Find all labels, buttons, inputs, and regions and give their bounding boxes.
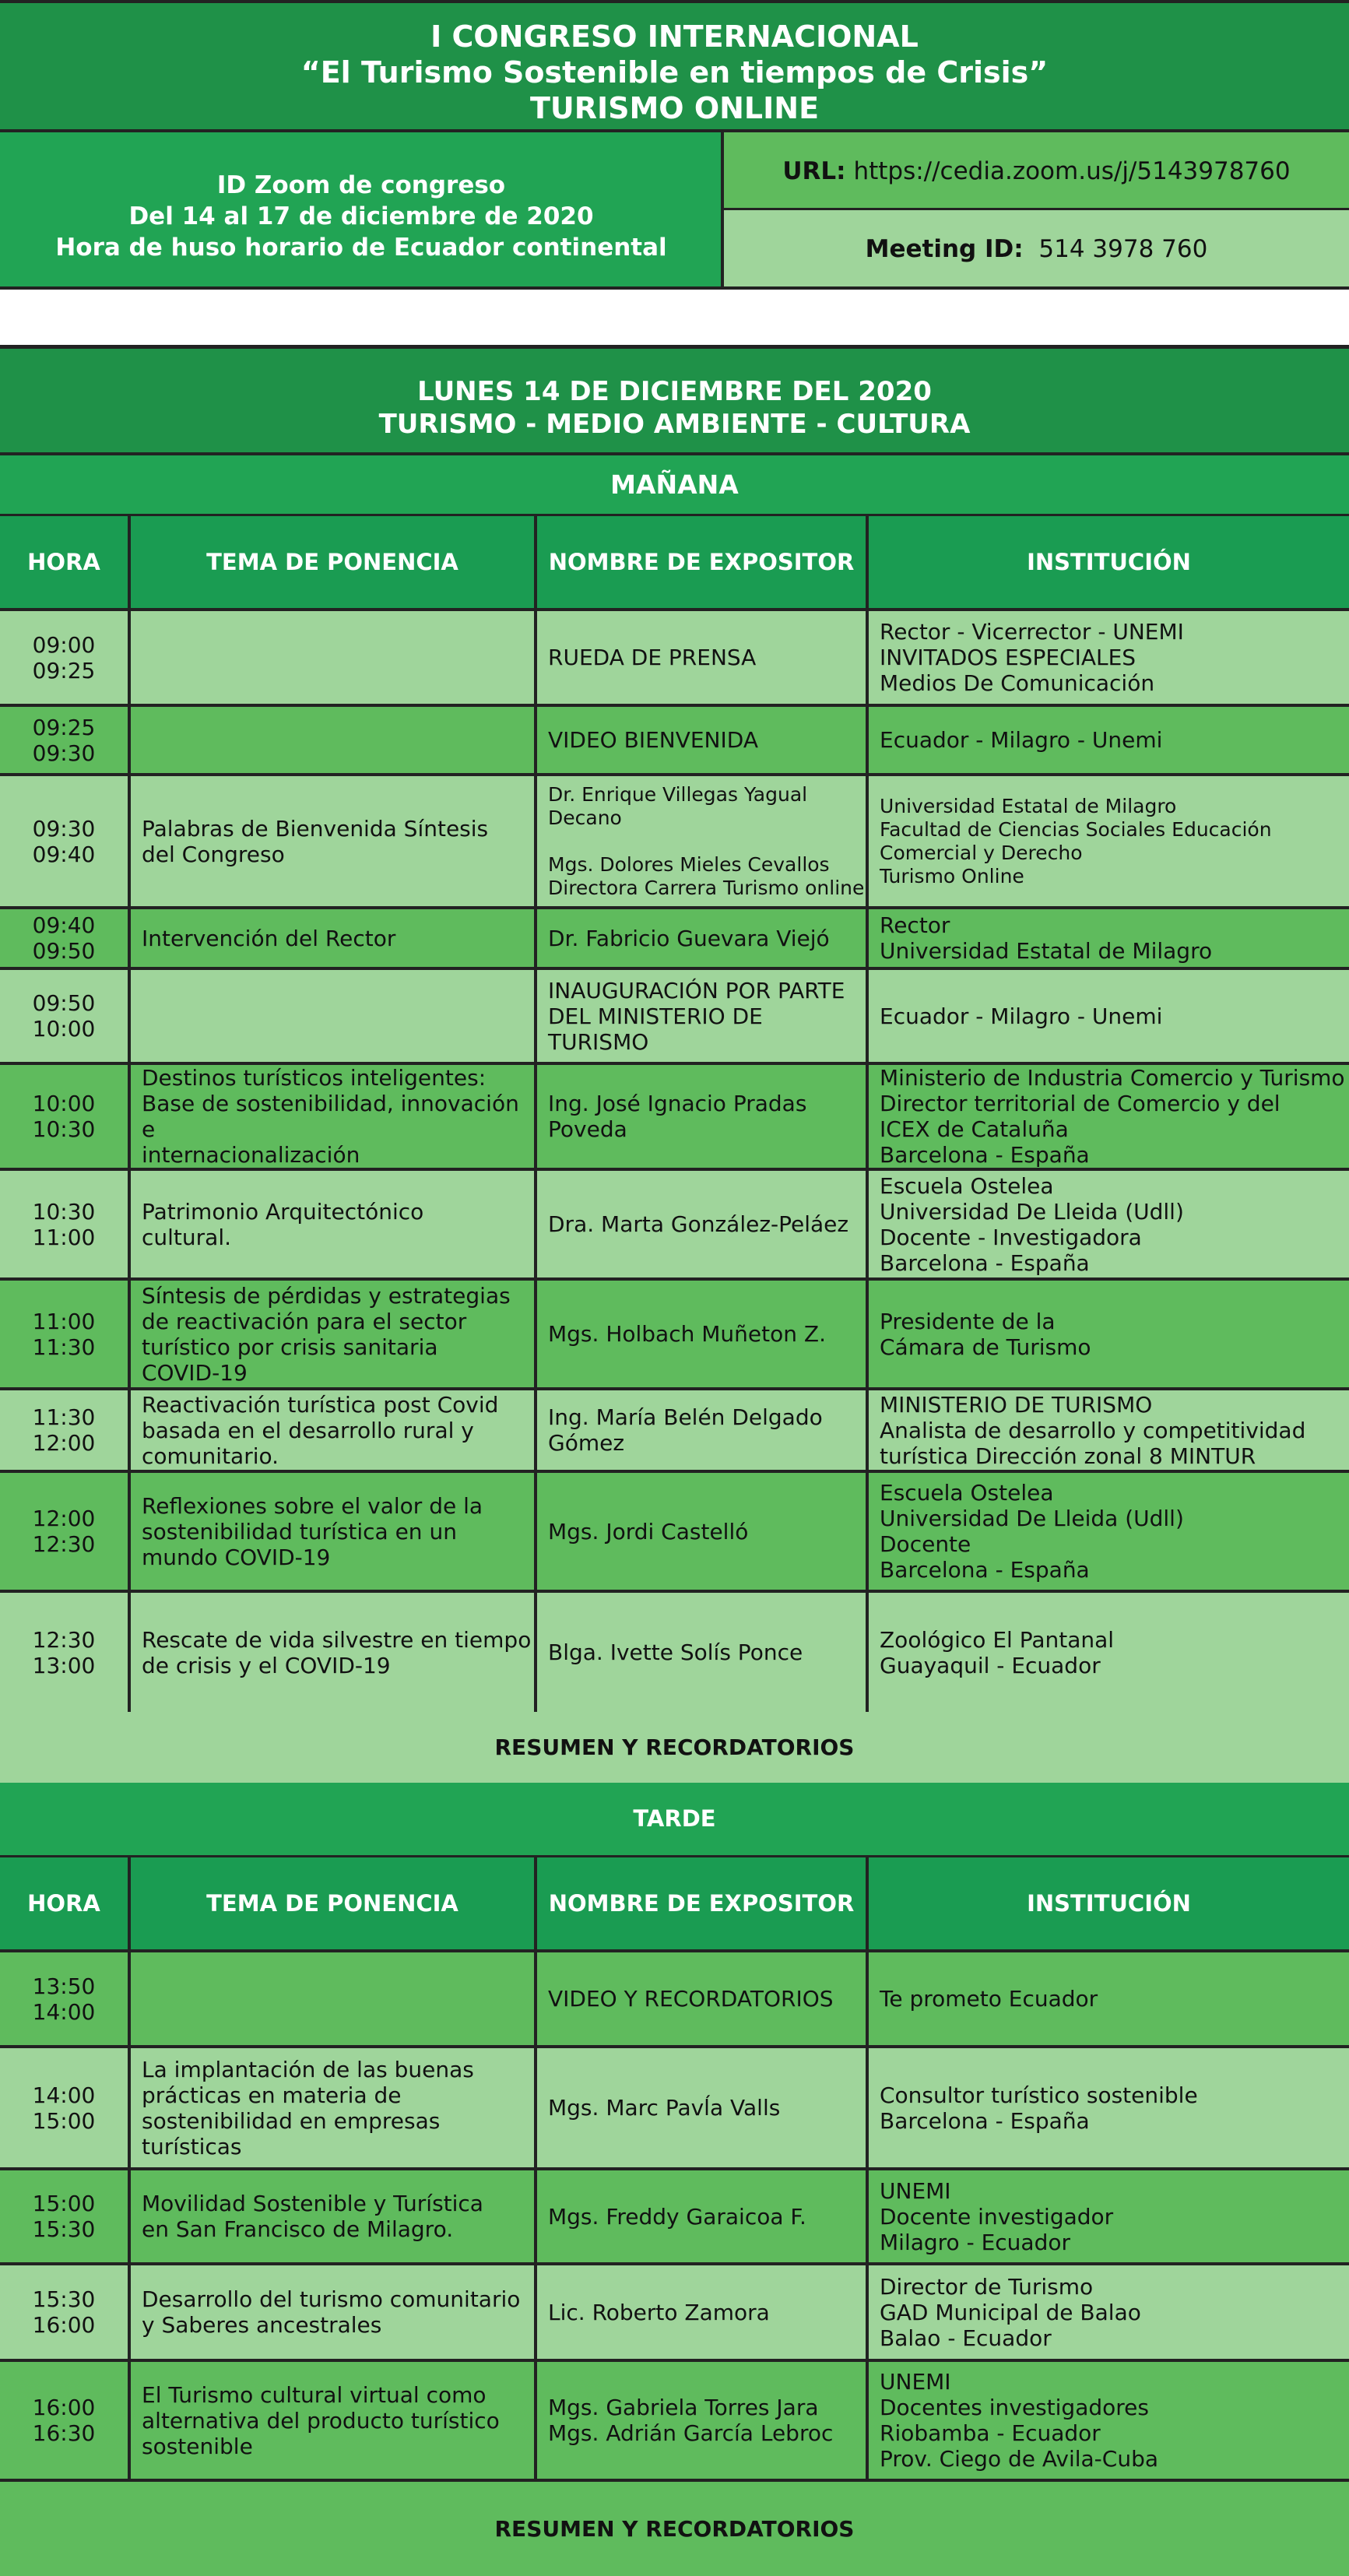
time-cell xyxy=(0,1952,131,2045)
topic-cell-text: Destinos turísticos inteligentes: Base de sostenibilidad, innovación e internacionalización xyxy=(142,1065,519,1168)
topic-cell xyxy=(131,1390,537,1470)
column-header-expositor: NOMBRE DE EXPOSITOR xyxy=(537,516,869,608)
speaker-cell-text: Mgs. Freddy Garaicoa F. xyxy=(548,2203,806,2230)
institution-cell-text: Rector - Vicerrector - UNEMI INVITADOS ESPECIALES Medios De Comunicación xyxy=(880,619,1184,696)
time-cell xyxy=(0,776,131,906)
time-cell xyxy=(0,1473,131,1590)
time-cell xyxy=(0,1065,131,1168)
schedule-row xyxy=(0,2362,1349,2482)
speaker-cell-text: Lic. Roberto Zamora xyxy=(548,2299,770,2325)
speaker-cell-text: Dra. Marta González-Peláez xyxy=(548,1211,849,1237)
zoom-info-line-2: Del 14 al 17 de diciembre de 2020 xyxy=(128,202,594,230)
institution-cell-text: UNEMI Docente investigador Milagro - Ecuador xyxy=(880,2177,1114,2255)
schedule-row xyxy=(0,1171,1349,1281)
time-cell xyxy=(0,1171,131,1277)
column-header-institucion: INSTITUCIÓN xyxy=(1027,1889,1191,1917)
column-header-expositor: NOMBRE DE EXPOSITOR xyxy=(537,1857,869,1949)
topic-cell xyxy=(131,2048,537,2167)
time-cell-text: 15:30 16:00 xyxy=(32,2286,96,2338)
institution-cell xyxy=(869,970,1349,1062)
time-cell xyxy=(0,2265,131,2359)
speaker-cell-text: Ing. María Belén Delgado Gómez xyxy=(548,1404,823,1456)
schedule-row xyxy=(0,2170,1349,2265)
speaker-cell-text: Mgs. Holbach Muñeton Z. xyxy=(548,1321,826,1347)
speaker-cell xyxy=(537,1281,869,1387)
institution-cell xyxy=(869,611,1349,704)
topic-cell-text: Reactivación turística post Covid basada en el desarrollo rural y comunitario. xyxy=(142,1391,499,1469)
speaker-cell xyxy=(537,2170,869,2262)
time-cell xyxy=(0,1390,131,1470)
speaker-cell xyxy=(537,1171,869,1277)
speaker-cell xyxy=(537,776,869,906)
time-cell-text: 14:00 15:00 xyxy=(32,2082,96,2134)
time-cell xyxy=(0,909,131,967)
topic-cell xyxy=(131,1593,537,1712)
column-header-hora: HORA xyxy=(0,1857,131,1949)
schedule-row xyxy=(0,1390,1349,1473)
institution-cell-text: Escuela Ostelea Universidad De Lleida (Udll) Docente - Investigadora Barcelona - España xyxy=(880,1172,1184,1276)
schedule-row xyxy=(0,1952,1349,2048)
meeting-id-label: Meeting ID: xyxy=(865,235,1024,263)
institution-cell-text: Escuela Ostelea Universidad De Lleida (Udll) Docente Barcelona - España xyxy=(880,1480,1184,1583)
schedule-row xyxy=(0,1473,1349,1593)
topic-cell-text: Desarrollo del turismo comunitario y Saberes ancestrales xyxy=(142,2286,521,2338)
speaker-cell-text: VIDEO BIENVENIDA xyxy=(548,727,758,753)
topic-cell xyxy=(131,776,537,906)
column-header-hora: HORA xyxy=(0,516,131,608)
schedule-row xyxy=(0,1281,1349,1390)
zoom-url-link[interactable]: https://cedia.zoom.us/j/5143978760 xyxy=(853,157,1291,185)
speaker-cell-text: Mgs. Gabriela Torres Jara Mgs. Adrián García Lebroc xyxy=(548,2395,834,2446)
meeting-id-box xyxy=(724,210,1349,290)
time-cell-text: 11:00 11:30 xyxy=(32,1308,96,1360)
institution-cell-text: Ministerio de Industria Comercio y Turismo Director territorial de Comercio y del ICEX de Cataluña Barcelona - España xyxy=(880,1065,1345,1168)
institution-cell xyxy=(869,2048,1349,2167)
event-title-line-1: I CONGRESO INTERNACIONAL xyxy=(430,19,919,54)
morning-column-headers xyxy=(0,516,1349,611)
institution-cell xyxy=(869,1281,1349,1387)
column-header-tema: TEMA DE PONENCIA xyxy=(131,1857,537,1949)
institution-cell xyxy=(869,2362,1349,2479)
topic-cell xyxy=(131,1065,537,1168)
topic-cell xyxy=(131,2170,537,2262)
speaker-cell xyxy=(537,970,869,1062)
topic-cell xyxy=(131,1952,537,2045)
speaker-cell-text: Mgs. Jordi Castelló xyxy=(548,1518,749,1545)
institution-cell-text: Rector Universidad Estatal de Milagro xyxy=(880,912,1213,964)
institution-cell xyxy=(869,2170,1349,2262)
speaker-cell-text: Blga. Ivette Solís Ponce xyxy=(548,1639,803,1665)
topic-cell xyxy=(131,1281,537,1387)
institution-cell-text: MINISTERIO DE TURISMO Analista de desarrollo y competitividad turística Dirección zonal 8 MINTUR xyxy=(880,1391,1306,1469)
day-title: LUNES 14 DE DICIEMBRE DEL 2020 xyxy=(417,376,932,407)
time-cell-text: 10:00 10:30 xyxy=(32,1091,96,1142)
topic-cell xyxy=(131,707,537,773)
schedule-row xyxy=(0,1593,1349,1712)
institution-cell-text: Te prometo Ecuador xyxy=(880,1986,1098,2012)
speaker-cell xyxy=(537,707,869,773)
time-cell-text: 09:50 10:00 xyxy=(32,990,96,1042)
speaker-cell-text: Dr. Enrique Villegas Yagual Decano Mgs. Dolores Mieles Cevallos Directora Carrera Turismo online xyxy=(548,782,865,899)
event-header xyxy=(0,0,1349,292)
topic-cell xyxy=(131,2362,537,2479)
topic-cell-text: Intervención del Rector xyxy=(142,925,396,951)
time-cell xyxy=(0,707,131,773)
speaker-cell-text: RUEDA DE PRENSA xyxy=(548,645,757,670)
meeting-id-value: 514 3978 760 xyxy=(1038,235,1208,263)
schedule-row xyxy=(0,2048,1349,2170)
schedule-row xyxy=(0,611,1349,707)
topic-cell-text: La implantación de las buenas prácticas en materia de sostenibilidad en empresas turísticas xyxy=(142,2056,474,2160)
time-cell-text: 12:00 12:30 xyxy=(32,1506,96,1557)
institution-cell xyxy=(869,1390,1349,1470)
institution-cell-text: Presidente de la Cámara de Turismo xyxy=(880,1308,1091,1360)
speaker-cell-text: Dr. Fabricio Guevara Viejó xyxy=(548,925,830,951)
topic-cell xyxy=(131,1473,537,1590)
time-cell xyxy=(0,1593,131,1712)
institution-cell xyxy=(869,2265,1349,2359)
zoom-info-line-1: ID Zoom de congreso xyxy=(216,171,506,199)
time-cell xyxy=(0,1281,131,1387)
speaker-cell xyxy=(537,1593,869,1712)
speaker-cell xyxy=(537,1952,869,2045)
zoom-info-line-3: Hora de huso horario de Ecuador continental xyxy=(55,234,667,262)
speaker-cell xyxy=(537,1065,869,1168)
time-cell xyxy=(0,2362,131,2479)
column-header-institucion: INSTITUCIÓN xyxy=(1027,548,1191,575)
topic-cell xyxy=(131,909,537,967)
institution-cell xyxy=(869,1065,1349,1168)
time-cell-text: 12:30 13:00 xyxy=(32,1626,96,1678)
time-cell xyxy=(0,2170,131,2262)
speaker-cell-text: Ing. José Ignacio Pradas Poveda xyxy=(548,1091,807,1142)
topic-cell xyxy=(131,611,537,704)
institution-cell-text: Zoológico El Pantanal Guayaquil - Ecuador xyxy=(880,1626,1115,1678)
topic-cell-text: Movilidad Sostenible y Turística en San Francisco de Milagro. xyxy=(142,2191,483,2242)
event-title-block xyxy=(0,0,1349,132)
topic-cell-text: Patrimonio Arquitectónico cultural. xyxy=(142,1198,424,1250)
institution-cell xyxy=(869,707,1349,773)
time-cell-text: 13:50 14:00 xyxy=(32,1973,96,2025)
institution-cell-text: Ecuador - Milagro - Unemi xyxy=(880,727,1163,753)
institution-cell-text: Ecuador - Milagro - Unemi xyxy=(880,1003,1163,1029)
day-subtitle: TURISMO - MEDIO AMBIENTE - CULTURA xyxy=(378,409,971,440)
schedule-row xyxy=(0,2265,1349,2362)
event-title-line-2: “El Turismo Sostenible en tiempos de Crisis” xyxy=(300,55,1049,90)
speaker-cell xyxy=(537,2265,869,2359)
topic-cell-text: Palabras de Bienvenida Síntesis del Congreso xyxy=(142,815,489,867)
topic-cell-text: Síntesis de pérdidas y estrategias de reactivación para el sector turístico por crisis sanitaria COVID-19 xyxy=(142,1282,511,1386)
event-title-line-3: TURISMO ONLINE xyxy=(529,91,820,125)
morning-label: MAÑANA xyxy=(0,455,1349,516)
time-cell-text: 15:00 15:30 xyxy=(32,2191,96,2242)
topic-cell xyxy=(131,970,537,1062)
time-cell xyxy=(0,2048,131,2167)
afternoon-label: TARDE xyxy=(0,1783,1349,1857)
speaker-cell xyxy=(537,2048,869,2167)
institution-cell-text: Director de Turismo GAD Municipal de Balao Balao - Ecuador xyxy=(880,2273,1141,2351)
topic-cell-text: El Turismo cultural virtual como alternativa del producto turístico sostenible xyxy=(142,2381,500,2459)
schedule-row xyxy=(0,1065,1349,1171)
url-label: URL: xyxy=(782,157,846,185)
time-cell xyxy=(0,611,131,704)
morning-summary: RESUMEN Y RECORDATORIOS xyxy=(0,1712,1349,1783)
speaker-cell xyxy=(537,2362,869,2479)
speaker-cell xyxy=(537,1473,869,1590)
speaker-cell xyxy=(537,1390,869,1470)
speaker-cell-text: VIDEO Y RECORDATORIOS xyxy=(548,1986,834,2012)
topic-cell-text: Reflexiones sobre el valor de la sostenibilidad turística en un mundo COVID-19 xyxy=(142,1492,483,1570)
time-cell-text: 10:30 11:00 xyxy=(32,1198,96,1250)
speaker-cell xyxy=(537,611,869,704)
institution-cell xyxy=(869,1473,1349,1590)
institution-cell xyxy=(869,776,1349,906)
topic-cell xyxy=(131,2265,537,2359)
afternoon-summary: RESUMEN Y RECORDATORIOS xyxy=(0,2482,1349,2576)
time-cell-text: 09:00 09:25 xyxy=(32,631,96,684)
time-cell-text: 09:25 09:30 xyxy=(32,714,96,766)
time-cell-text: 16:00 16:30 xyxy=(32,2395,96,2446)
schedule-row xyxy=(0,909,1349,970)
topic-cell xyxy=(131,1171,537,1277)
institution-cell-text: Universidad Estatal de Milagro Facultad de Ciencias Sociales Educación Comercial y Derecho Turismo Online xyxy=(880,794,1272,887)
time-cell-text: 09:40 09:50 xyxy=(32,912,96,964)
time-cell-text: 09:30 09:40 xyxy=(32,815,96,867)
schedule-row xyxy=(0,776,1349,909)
institution-cell xyxy=(869,1593,1349,1712)
column-header-tema: TEMA DE PONENCIA xyxy=(131,516,537,608)
schedule-row xyxy=(0,970,1349,1065)
institution-cell xyxy=(869,909,1349,967)
institution-cell-text: UNEMI Docentes investigadores Riobamba - Ecuador Prov. Ciego de Avila-Cuba xyxy=(880,2369,1159,2472)
speaker-cell xyxy=(537,909,869,967)
time-cell-text: 11:30 12:00 xyxy=(32,1404,96,1456)
speaker-cell-text: INAUGURACIÓN POR PARTE DEL MINISTERIO DE TURISMO xyxy=(548,977,845,1055)
institution-cell xyxy=(869,1171,1349,1277)
zoom-info-block xyxy=(0,132,722,290)
institution-cell xyxy=(869,1952,1349,2045)
institution-cell-text: Consultor turístico sostenible Barcelona - España xyxy=(880,2082,1198,2134)
zoom-url-box xyxy=(724,132,1349,210)
time-cell xyxy=(0,970,131,1062)
afternoon-column-headers xyxy=(0,1857,1349,1952)
schedule-row xyxy=(0,707,1349,776)
day-title-block xyxy=(0,345,1349,455)
topic-cell-text: Rescate de vida silvestre en tiempo de crisis y el COVID-19 xyxy=(142,1626,532,1678)
speaker-cell-text: Mgs. Marc Pavĺa Valls xyxy=(548,2095,781,2121)
